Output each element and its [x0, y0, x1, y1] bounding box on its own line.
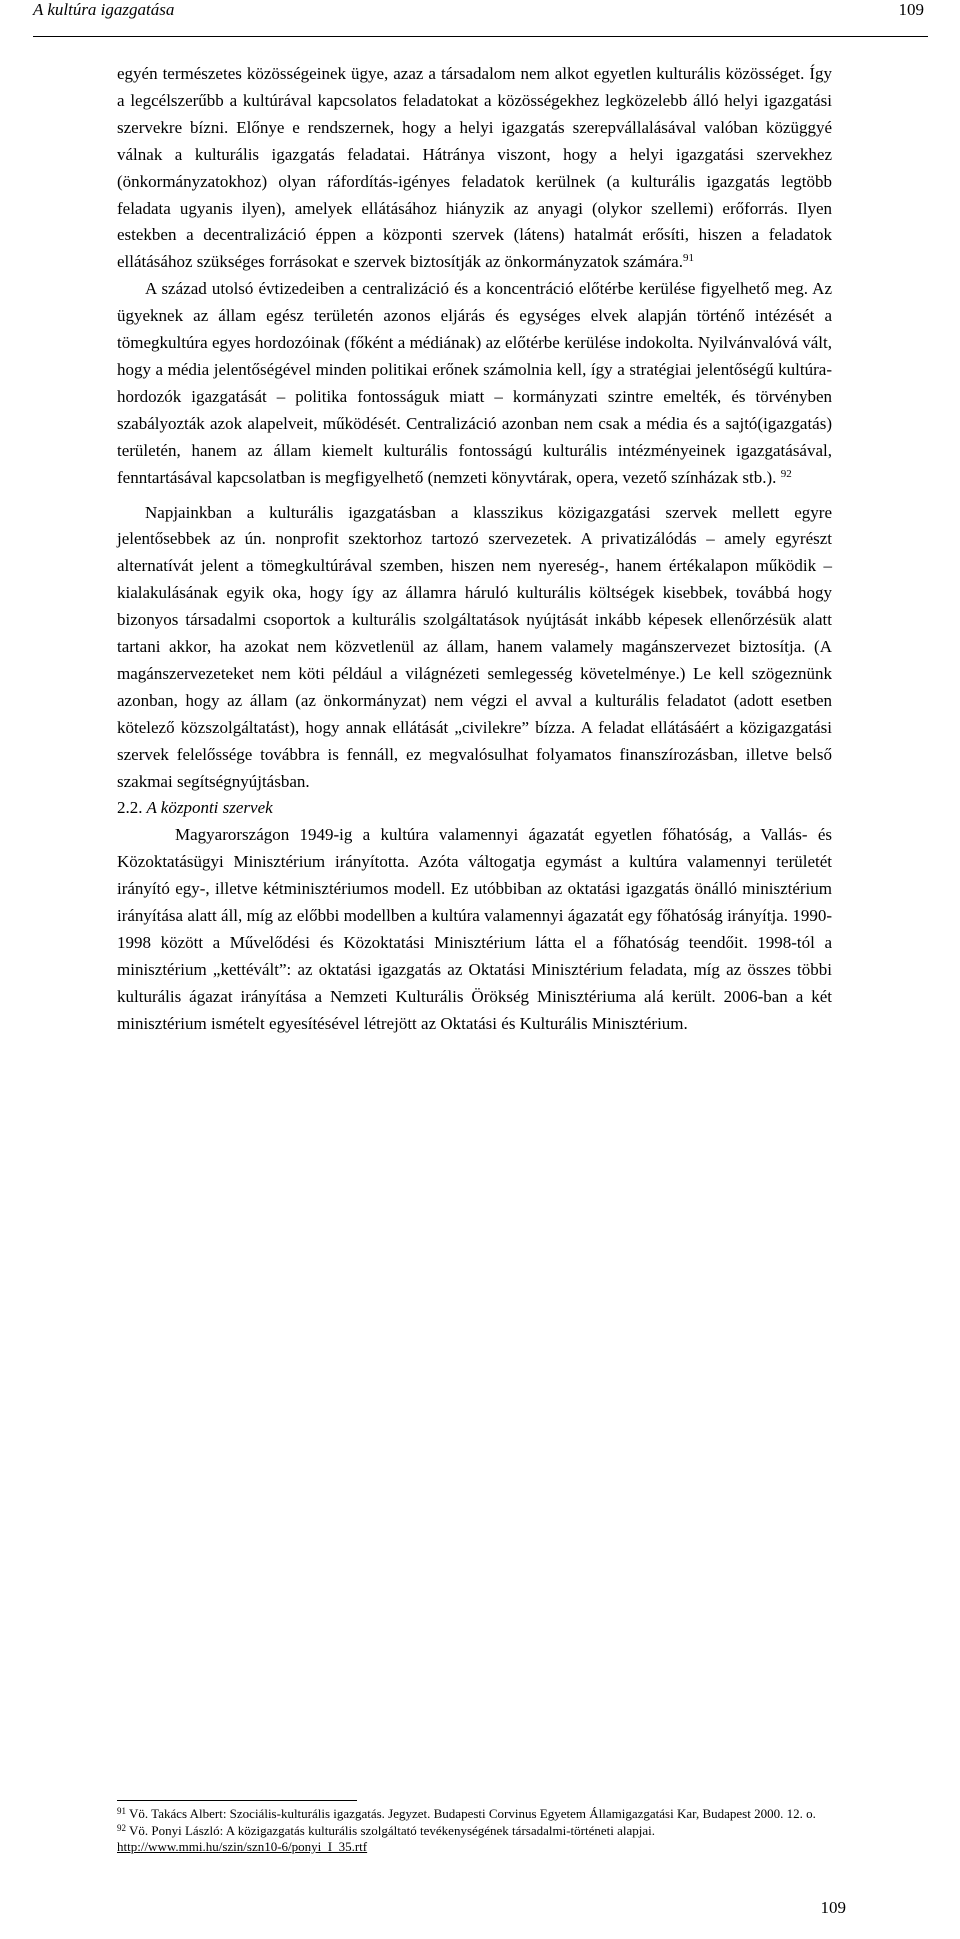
footnotes — [117, 1806, 832, 1856]
footnote-separator — [117, 1800, 357, 1801]
footnote-92-number: 92 — [117, 1822, 126, 1833]
footnote-ref-92[interactable]: 92 — [780, 467, 792, 480]
footnote-91-number: 91 — [117, 1806, 126, 1816]
footer-page-number: 109 — [820, 1898, 846, 1917]
paragraph-2 — [117, 276, 832, 491]
paragraph-1 — [117, 61, 832, 276]
section-title: A központi szervek — [146, 798, 273, 818]
footnote-91-text: Vö. Takács Albert: Szociális-kulturális igazgatás. Jegyzet. Budapesti Corvinus Egyetem Államigazgatási Kar, Budapest 2000. 12. o. — [129, 1806, 816, 1821]
paragraph-2-text: A század utolsó évtizedeiben a centralizáció és a koncentráció előtérbe kerülése figyelhető meg. Az ügyeknek az állam egész területén azonos eljárás és egységes elvek alapján történő intézését a tömegkultúra egyes hordozóinak (főként a médiának) az előtérbe kerülése indokolta. Nyilvánvalóvá vált, hogy a média jelentőségével minden politikai erőnek számolnia kell, így a stratégiai jelentőségű kultúra-hordozók igazgatását – politika fontosságuk miatt – kormányzati szintre emelték, és törvényben szabályozták azok alapelveit, működését. Centralizáció azonban nem csak a média és a sajtó(igazgatás) területén, hanem az állam kiemelt kulturális fontosságú kulturális intézményeinek igazgatásával, fenntartásával kapcsolatban is megfigyelhető (nemzeti könyvtárak, opera, vezető színházak stb.). — [117, 279, 832, 487]
page-header — [33, 0, 928, 37]
paragraph-4 — [117, 822, 832, 1037]
footnote-92 — [117, 1823, 832, 1856]
paragraph-3: Napjainkban a kulturális igazgatásban a klasszikus közigazgatási szervek mellett egyre jelentősebbek az ún. nonprofit szektorhoz tartozó szervezetek. A privatizálódás – amely egyrészt alternatívát jelent a tömegkultúrával szemben, hiszen nem nyereség-, hanem értékalapon működik – kialakulásának egyik oka, hogy így az államra háruló kulturális költségek kisebbek, továbbá hogy bizonyos társadalmi csoportok a kulturális szolgáltatások nyújtását inkább képesek ellenőrzésük alatt tartani akkor, ha azokat nem közvetlenül az állam, hanem valamely magánszervezet biztosítja. (A magánszervezeteket nem köti például a világnézeti semlegesség követelménye.) Le kell szögeznünk azonban, hogy az állam (az önkormányzat) nem végzi el avval a kulturális feladatot (adott esetben kötelező közszolgáltatást), hogy annak ellátását „civilekre” bízza. A feladat ellátásáért a közigazgatási szervek felelőssége továbbra is fennáll, ez megvalósulhat folyamatos finanszírozásban, illetve belső szakmai segítségnyújtásban. — [117, 502, 832, 791]
section-number: 2.2. — [117, 798, 143, 818]
paragraph-4-text: Magyarországon 1949-ig a kultúra valamennyi ágazatát egyetlen főhatóság, a Vallás- és Közoktatásügyi Minisztérium irányította. Azóta váltogatja egymást a kultúra valamennyi területét irányító egy-, illetve kétminisztériumos modell. Ez utóbbiban az oktatási igazgatás önálló minisztérium irányítása alatt áll, míg az előbbi modellben a kultúra valamennyi ágazatát egy főhatóság irányítja. 1990-1998 között a Művelődési és Közoktatási Minisztérium látta el a főhatóság teendőit. 1998-tól a minisztérium „kettévált”: az oktatási igazgatás az Oktatási Minisztérium feladata, míg az összes többi kulturális ágazat irányítása a Nemzeti Kulturális Örökség Minisztériuma alá került. 2006-ban a két minisztérium ismételt egyesítésével létrejött az Oktatási és Kulturális Minisztérium. — [117, 825, 832, 1033]
footnote-92-link[interactable]: http://www.mmi.hu/szin/szn10-6/ponyi_I_35.rtf — [117, 1839, 368, 1854]
footnote-92-text: Vö. Ponyi László: A közigazgatás kulturális szolgáltató tevékenységének társadalmi-történeti alapjai. — [129, 1822, 655, 1838]
header-page-number: 109 — [898, 0, 924, 19]
footnote-ref-91[interactable]: 91 — [682, 252, 694, 265]
running-title: A kultúra igazgatása — [33, 0, 175, 19]
footnote-91 — [117, 1806, 832, 1823]
section-heading — [117, 795, 832, 822]
main-text — [117, 61, 832, 1038]
paragraph-1-text: egyén természetes közösségeinek ügye, azaz a társadalom nem alkot egyetlen kulturális közösséget. Így a legcélszerűbb a kultúrával kapcsolatos feladatokat a közösségekhez legközelebb álló helyi igazgatási szervekre bízni. Előnye e rendszernek, hogy a helyi igazgatás szerepvállalásával valóban közüggyé válnak a kulturális igazgatás feladatai. Hátránya viszont, hogy a helyi igazgatási szervekhez (önkormányzatokhoz) olyan ráfordítás-igényes feladatok kerülnek (a kulturális igazgatás legtöbb feladata ugyanis ilyen), amelyek ellátásához hiányzik az anyagi (olykor szellemi) erőforrás. Ilyen estekben a decentralizáció éppen a központi szervek (látens) hatalmát erősíti, hiszen a feladatok ellátásához szükséges forrásokat e szervek biztosítják az önkormányzatok számára. — [117, 64, 832, 272]
